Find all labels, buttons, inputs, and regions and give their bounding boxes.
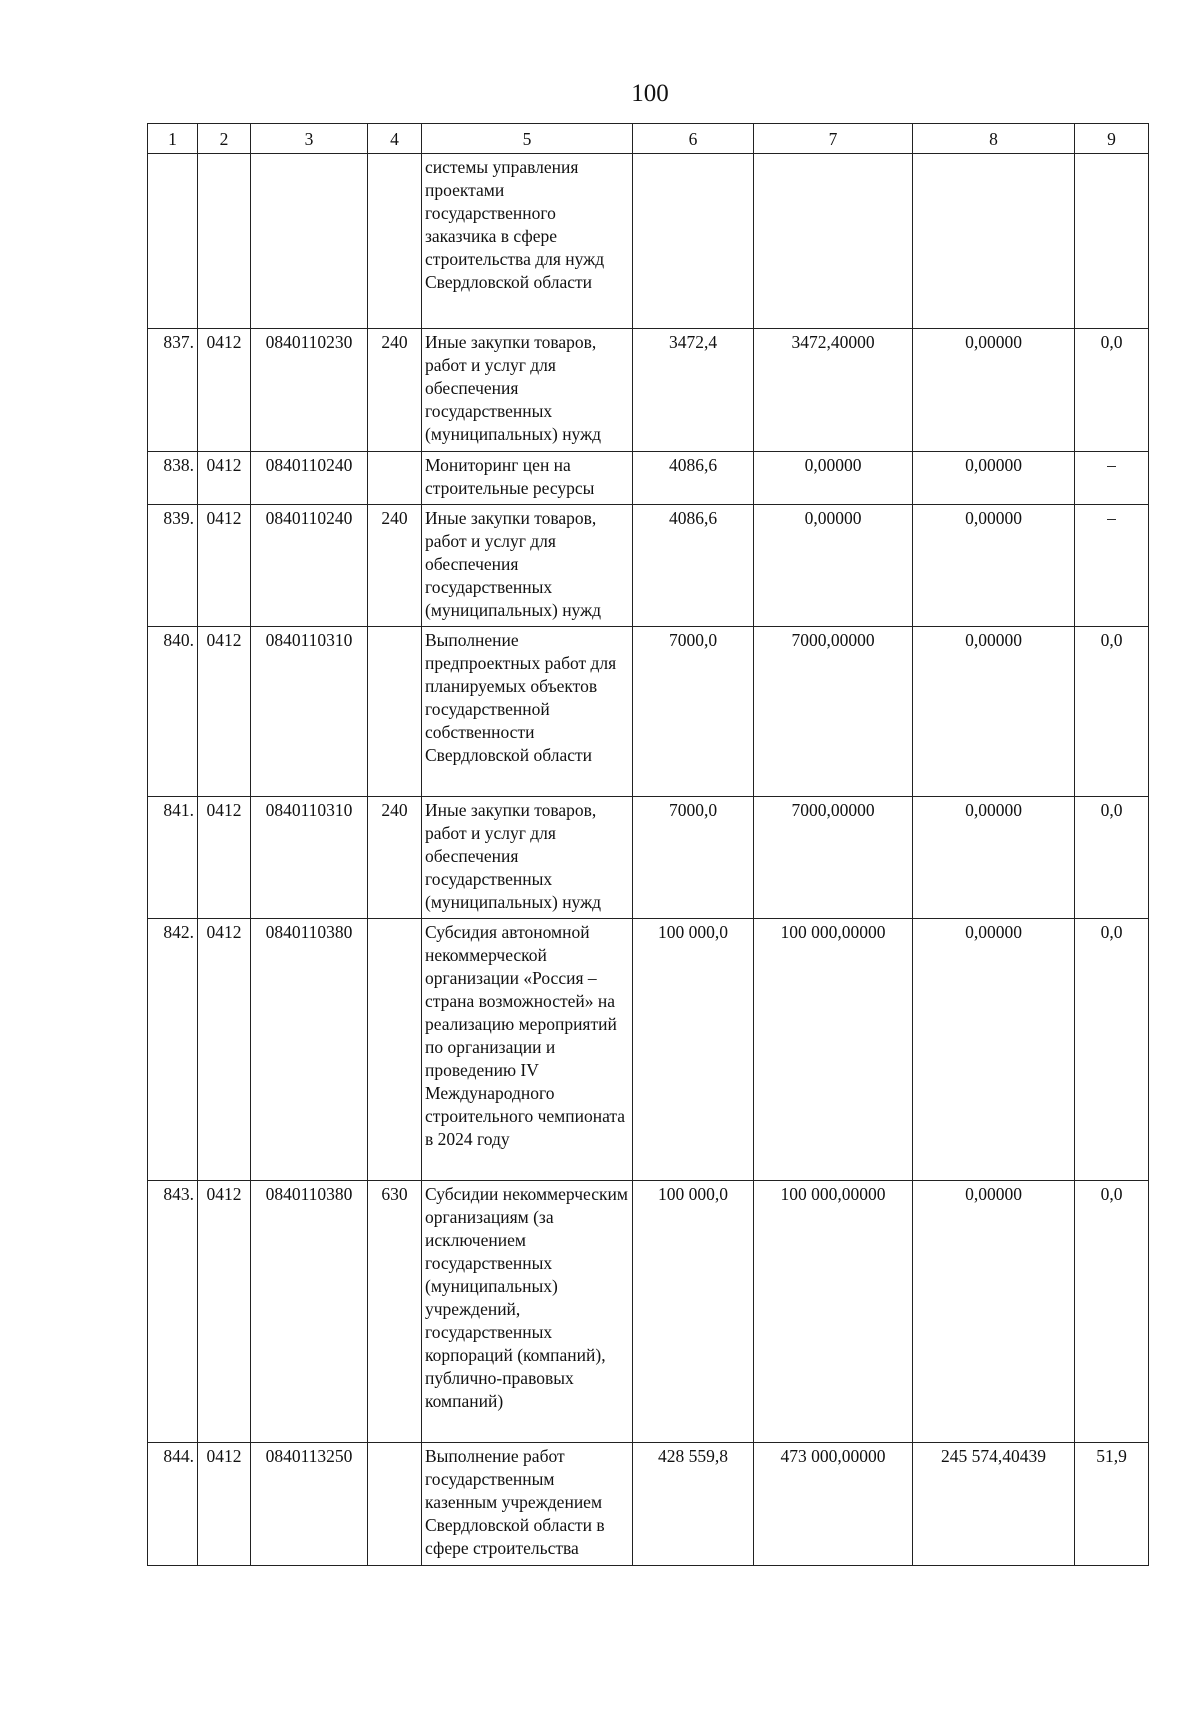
percent-cell: 0,0 bbox=[1075, 627, 1149, 797]
row-number-cell: 840. bbox=[148, 627, 198, 797]
value-cell: 0,00000 bbox=[913, 505, 1075, 627]
value-cell: 0,00000 bbox=[754, 505, 913, 627]
name-cell: Мониторинг цен на строительные ресурсы bbox=[422, 452, 633, 505]
value-cell: 4086,6 bbox=[633, 452, 754, 505]
section-code-cell: 0412 bbox=[198, 797, 251, 919]
name-cell: Иные закупки товаров, работ и услуг для обеспечения государственных (муниципальных) нужд bbox=[422, 505, 633, 627]
target-article-cell: 0840110230 bbox=[251, 329, 368, 452]
value-cell: 7000,00000 bbox=[754, 797, 913, 919]
expense-type-cell: 630 bbox=[368, 1181, 422, 1443]
value-cell: 0,00000 bbox=[913, 627, 1075, 797]
section-code-cell: 0412 bbox=[198, 505, 251, 627]
percent-cell: 0,0 bbox=[1075, 797, 1149, 919]
name-cell: системы управления проектами государственного заказчика в сфере строительства для нужд Свердловской области bbox=[422, 154, 633, 329]
section-code-cell: 0412 bbox=[198, 1181, 251, 1443]
value-cell bbox=[754, 154, 913, 329]
value-cell: 3472,4 bbox=[633, 329, 754, 452]
header-cell: 9 bbox=[1075, 124, 1149, 154]
section-code-cell: 0412 bbox=[198, 919, 251, 1181]
value-cell: 3472,40000 bbox=[754, 329, 913, 452]
row-number-cell: 839. bbox=[148, 505, 198, 627]
expense-type-cell bbox=[368, 1443, 422, 1566]
percent-cell: 0,0 bbox=[1075, 919, 1149, 1181]
expense-type-cell: 240 bbox=[368, 505, 422, 627]
name-cell: Субсидия автономной некоммерческой организации «Россия – страна возможностей» на реализацию мероприятий по организации и проведению IV Международного строительного чемпионата в 2024 году bbox=[422, 919, 633, 1181]
table-row bbox=[148, 1443, 1149, 1566]
table-row bbox=[148, 797, 1149, 919]
target-article-cell: 0840110310 bbox=[251, 797, 368, 919]
row-number-cell bbox=[148, 154, 198, 329]
value-cell: 245 574,40439 bbox=[913, 1443, 1075, 1566]
header-row bbox=[148, 124, 1149, 154]
percent-cell: 51,9 bbox=[1075, 1443, 1149, 1566]
table-row bbox=[148, 627, 1149, 797]
table-row bbox=[148, 505, 1149, 627]
target-article-cell bbox=[251, 154, 368, 329]
expense-type-cell: 240 bbox=[368, 329, 422, 452]
value-cell: 7000,0 bbox=[633, 627, 754, 797]
header-cell: 7 bbox=[754, 124, 913, 154]
percent-cell: – bbox=[1075, 452, 1149, 505]
section-code-cell: 0412 bbox=[198, 452, 251, 505]
target-article-cell: 0840110240 bbox=[251, 452, 368, 505]
expense-type-cell bbox=[368, 154, 422, 329]
value-cell: 0,00000 bbox=[913, 329, 1075, 452]
name-cell: Выполнение предпроектных работ для планируемых объектов государственной собственности Свердловской области bbox=[422, 627, 633, 797]
expense-type-cell bbox=[368, 452, 422, 505]
value-cell: 428 559,8 bbox=[633, 1443, 754, 1566]
target-article-cell: 0840110240 bbox=[251, 505, 368, 627]
value-cell: 0,00000 bbox=[913, 919, 1075, 1181]
value-cell: 0,00000 bbox=[913, 797, 1075, 919]
section-code-cell: 0412 bbox=[198, 1443, 251, 1566]
expense-type-cell bbox=[368, 627, 422, 797]
header-cell: 3 bbox=[251, 124, 368, 154]
value-cell: 100 000,00000 bbox=[754, 1181, 913, 1443]
section-code-cell: 0412 bbox=[198, 627, 251, 797]
budget-table bbox=[147, 123, 1149, 1566]
page-number: 100 bbox=[631, 80, 669, 107]
percent-cell bbox=[1075, 154, 1149, 329]
value-cell: 0,00000 bbox=[754, 452, 913, 505]
row-number-cell: 837. bbox=[148, 329, 198, 452]
value-cell: 7000,00000 bbox=[754, 627, 913, 797]
expense-type-cell: 240 bbox=[368, 797, 422, 919]
target-article-cell: 0840113250 bbox=[251, 1443, 368, 1566]
row-number-cell: 841. bbox=[148, 797, 198, 919]
target-article-cell: 0840110380 bbox=[251, 919, 368, 1181]
value-cell: 100 000,0 bbox=[633, 1181, 754, 1443]
value-cell: 7000,0 bbox=[633, 797, 754, 919]
name-cell: Субсидии некоммерческим организациям (за исключением государственных (муниципальных) учреждений, государственных корпораций (компаний), публично-правовых компаний) bbox=[422, 1181, 633, 1443]
value-cell: 100 000,0 bbox=[633, 919, 754, 1181]
row-number-cell: 842. bbox=[148, 919, 198, 1181]
value-cell bbox=[913, 154, 1075, 329]
row-number-cell: 843. bbox=[148, 1181, 198, 1443]
row-number-cell: 838. bbox=[148, 452, 198, 505]
table-row bbox=[148, 919, 1149, 1181]
target-article-cell: 0840110380 bbox=[251, 1181, 368, 1443]
header-cell: 5 bbox=[422, 124, 633, 154]
header-cell: 2 bbox=[198, 124, 251, 154]
target-article-cell: 0840110310 bbox=[251, 627, 368, 797]
section-code-cell: 0412 bbox=[198, 329, 251, 452]
header-cell: 4 bbox=[368, 124, 422, 154]
expense-type-cell bbox=[368, 919, 422, 1181]
row-number-cell: 844. bbox=[148, 1443, 198, 1566]
name-cell: Иные закупки товаров, работ и услуг для обеспечения государственных (муниципальных) нужд bbox=[422, 797, 633, 919]
table-row bbox=[148, 154, 1149, 329]
value-cell: 100 000,00000 bbox=[754, 919, 913, 1181]
table-row bbox=[148, 329, 1149, 452]
value-cell: 4086,6 bbox=[633, 505, 754, 627]
header-cell: 1 bbox=[148, 124, 198, 154]
value-cell: 0,00000 bbox=[913, 452, 1075, 505]
name-cell: Иные закупки товаров, работ и услуг для обеспечения государственных (муниципальных) нужд bbox=[422, 329, 633, 452]
table-row bbox=[148, 452, 1149, 505]
header-cell: 6 bbox=[633, 124, 754, 154]
percent-cell: – bbox=[1075, 505, 1149, 627]
section-code-cell bbox=[198, 154, 251, 329]
value-cell: 473 000,00000 bbox=[754, 1443, 913, 1566]
percent-cell: 0,0 bbox=[1075, 1181, 1149, 1443]
value-cell bbox=[633, 154, 754, 329]
table-row bbox=[148, 1181, 1149, 1443]
header-cell: 8 bbox=[913, 124, 1075, 154]
name-cell: Выполнение работ государственным казенным учреждением Свердловской области в сфере строительства bbox=[422, 1443, 633, 1566]
value-cell: 0,00000 bbox=[913, 1181, 1075, 1443]
percent-cell: 0,0 bbox=[1075, 329, 1149, 452]
